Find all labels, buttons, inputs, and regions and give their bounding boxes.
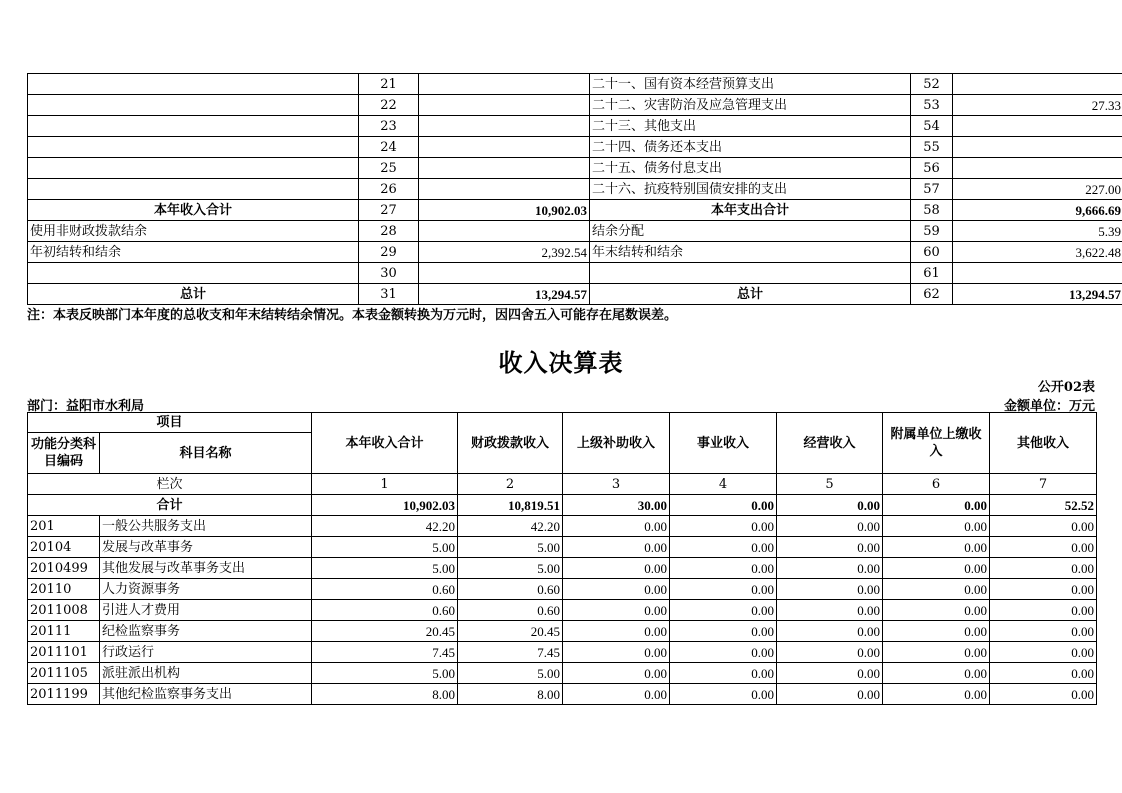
left-item-label: [28, 95, 359, 116]
total-value: 10,819.51: [458, 495, 563, 516]
summary-row: [28, 116, 1122, 137]
subject-code: 2010499: [28, 558, 100, 579]
left-amount: [419, 137, 590, 158]
left-item-label: [28, 74, 359, 95]
total-value: 30.00: [563, 495, 670, 516]
left-row-number: 26: [359, 179, 419, 200]
income-table-body: [28, 413, 1097, 705]
amount-cell: 0.00: [990, 642, 1097, 663]
amount-cell: 7.45: [458, 642, 563, 663]
right-item-label: 本年支出合计: [590, 200, 911, 221]
amount-cell: 0.00: [777, 579, 883, 600]
amount-cell: 0.00: [883, 621, 990, 642]
subject-name: 纪检监察事务: [100, 621, 312, 642]
right-item-label: 年末结转和结余: [590, 242, 911, 263]
amount-cell: 0.00: [777, 684, 883, 705]
table-row: [28, 600, 1097, 621]
subject-code: 2011199: [28, 684, 100, 705]
total-row: [28, 495, 1097, 516]
department-label: 部门：益阳市水利局: [27, 399, 145, 414]
income-table: [27, 412, 1097, 705]
summary-table: [27, 73, 1122, 305]
right-item-label: 结余分配: [590, 221, 911, 242]
right-item-label: 二十四、债务还本支出: [590, 137, 911, 158]
amount-cell: 0.00: [670, 537, 777, 558]
header-row-1: [28, 413, 1097, 433]
amount-cell: 0.00: [990, 558, 1097, 579]
amount-cell: 0.00: [777, 558, 883, 579]
total-value: 0.00: [670, 495, 777, 516]
summary-table-body: [28, 74, 1122, 305]
table-note: 注：本表反映部门本年度的总收支和年末结转结余情况。本表金额转换为万元时，因四舍五入可能存在尾数误差。: [27, 308, 678, 323]
left-item-label: [28, 179, 359, 200]
left-item-label: 本年收入合计: [28, 200, 359, 221]
amount-cell: 0.60: [458, 579, 563, 600]
amount-cell: 7.45: [312, 642, 458, 663]
amount-cell: 0.00: [990, 579, 1097, 600]
amount-cell: 20.45: [312, 621, 458, 642]
right-amount: [953, 74, 1122, 95]
unit-label: 金额单位：万元: [1003, 399, 1095, 414]
header-operating: 经营收入: [777, 413, 883, 474]
amount-cell: 0.00: [883, 600, 990, 621]
amount-cell: 0.00: [563, 579, 670, 600]
right-item-label: 二十二、灾害防治及应急管理支出: [590, 95, 911, 116]
amount-cell: 0.00: [777, 600, 883, 621]
summary-row: [28, 158, 1122, 179]
right-row-number: 62: [911, 284, 953, 305]
column-number: 1: [312, 474, 458, 495]
total-value: 0.00: [777, 495, 883, 516]
amount-cell: 0.00: [777, 663, 883, 684]
right-row-number: 57: [911, 179, 953, 200]
amount-cell: 0.00: [990, 621, 1097, 642]
amount-cell: 0.00: [563, 516, 670, 537]
column-number: 6: [883, 474, 990, 495]
column-number: 2: [458, 474, 563, 495]
right-row-number: 58: [911, 200, 953, 221]
amount-cell: 42.20: [458, 516, 563, 537]
amount-cell: 0.00: [563, 621, 670, 642]
subject-name: 派驻派出机构: [100, 663, 312, 684]
right-row-number: 53: [911, 95, 953, 116]
amount-cell: 0.00: [563, 684, 670, 705]
amount-cell: 0.00: [670, 600, 777, 621]
column-number: 5: [777, 474, 883, 495]
subject-name: 其他发展与改革事务支出: [100, 558, 312, 579]
table-row: [28, 579, 1097, 600]
summary-row: [28, 179, 1122, 200]
amount-cell: 0.00: [883, 579, 990, 600]
right-row-number: 61: [911, 263, 953, 284]
amount-cell: 0.00: [563, 537, 670, 558]
amount-cell: 20.45: [458, 621, 563, 642]
table-row: [28, 621, 1097, 642]
amount-cell: 5.00: [312, 558, 458, 579]
amount-cell: 0.60: [312, 600, 458, 621]
header-project: 项目: [28, 413, 312, 433]
summary-row: [28, 284, 1122, 305]
amount-cell: 0.00: [990, 537, 1097, 558]
left-row-number: 22: [359, 95, 419, 116]
right-row-number: 60: [911, 242, 953, 263]
total-value: 52.52: [990, 495, 1097, 516]
right-row-number: 55: [911, 137, 953, 158]
amount-cell: 5.00: [312, 537, 458, 558]
right-item-label: 二十一、国有资本经营预算支出: [590, 74, 911, 95]
amount-cell: 0.00: [777, 621, 883, 642]
column-number-row: [28, 474, 1097, 495]
right-amount: 227.00: [953, 179, 1122, 200]
left-item-label: 总计: [28, 284, 359, 305]
column-number: 7: [990, 474, 1097, 495]
subject-code: 2011105: [28, 663, 100, 684]
left-row-number: 31: [359, 284, 419, 305]
subject-code: 20111: [28, 621, 100, 642]
amount-cell: 0.00: [883, 558, 990, 579]
subject-code: 20110: [28, 579, 100, 600]
left-row-number: 28: [359, 221, 419, 242]
right-amount: 27.33: [953, 95, 1122, 116]
left-item-label: [28, 263, 359, 284]
right-amount: 5.39: [953, 221, 1122, 242]
table-row: [28, 516, 1097, 537]
amount-cell: 0.00: [883, 642, 990, 663]
left-amount: 10,902.03: [419, 200, 590, 221]
amount-cell: 0.00: [777, 537, 883, 558]
left-amount: [419, 221, 590, 242]
left-item-label: [28, 158, 359, 179]
summary-row: [28, 200, 1122, 221]
left-item-label: 年初结转和结余: [28, 242, 359, 263]
right-item-label: 总计: [590, 284, 911, 305]
header-code: 功能分类科目编码: [28, 433, 100, 474]
subject-code: 2011101: [28, 642, 100, 663]
right-item-label: 二十六、抗疫特别国债安排的支出: [590, 179, 911, 200]
left-amount: [419, 74, 590, 95]
amount-cell: 0.00: [563, 642, 670, 663]
summary-row: [28, 221, 1122, 242]
amount-cell: 0.00: [990, 663, 1097, 684]
left-amount: [419, 116, 590, 137]
left-row-number: 29: [359, 242, 419, 263]
header-fiscal: 财政拨款收入: [458, 413, 563, 474]
right-amount: 13,294.57: [953, 284, 1122, 305]
header-affiliated: 附属单位上缴收入: [883, 413, 990, 474]
amount-cell: 5.00: [458, 537, 563, 558]
left-item-label: 使用非财政拨款结余: [28, 221, 359, 242]
amount-cell: 0.00: [883, 663, 990, 684]
amount-cell: 0.00: [990, 600, 1097, 621]
total-value: 10,902.03: [312, 495, 458, 516]
subject-name: 其他纪检监察事务支出: [100, 684, 312, 705]
header-name: 科目名称: [100, 433, 312, 474]
table-row: [28, 663, 1097, 684]
header-total: 本年收入合计: [312, 413, 458, 474]
summary-row: [28, 74, 1122, 95]
table-row: [28, 558, 1097, 579]
header-business: 事业收入: [670, 413, 777, 474]
amount-cell: 0.00: [563, 663, 670, 684]
right-row-number: 52: [911, 74, 953, 95]
amount-cell: 5.00: [458, 663, 563, 684]
column-number-label: 栏次: [28, 474, 312, 495]
subject-name: 发展与改革事务: [100, 537, 312, 558]
left-row-number: 21: [359, 74, 419, 95]
left-row-number: 30: [359, 263, 419, 284]
amount-cell: 8.00: [458, 684, 563, 705]
amount-cell: 0.00: [563, 558, 670, 579]
table-id: 公开02表: [1037, 380, 1095, 395]
subject-name: 一般公共服务支出: [100, 516, 312, 537]
subject-name: 行政运行: [100, 642, 312, 663]
right-amount: [953, 158, 1122, 179]
amount-cell: 0.00: [883, 516, 990, 537]
amount-cell: 0.00: [670, 516, 777, 537]
page-title: 收入决算表: [498, 348, 624, 377]
left-amount: 13,294.57: [419, 284, 590, 305]
amount-cell: 0.00: [990, 516, 1097, 537]
subject-name: 人力资源事务: [100, 579, 312, 600]
subject-code: 201: [28, 516, 100, 537]
amount-cell: 0.00: [670, 621, 777, 642]
amount-cell: 8.00: [312, 684, 458, 705]
table-row: [28, 684, 1097, 705]
right-row-number: 54: [911, 116, 953, 137]
total-label: 合计: [28, 495, 312, 516]
right-amount: [953, 263, 1122, 284]
right-amount: 3,622.48: [953, 242, 1122, 263]
summary-row: [28, 95, 1122, 116]
amount-cell: 0.00: [670, 558, 777, 579]
column-number: 4: [670, 474, 777, 495]
left-row-number: 25: [359, 158, 419, 179]
amount-cell: 5.00: [312, 663, 458, 684]
amount-cell: 0.00: [670, 663, 777, 684]
table-row: [28, 537, 1097, 558]
right-amount: [953, 116, 1122, 137]
left-row-number: 27: [359, 200, 419, 221]
table-row: [28, 642, 1097, 663]
left-item-label: [28, 137, 359, 158]
amount-cell: 0.00: [670, 642, 777, 663]
left-row-number: 24: [359, 137, 419, 158]
left-amount: 2,392.54: [419, 242, 590, 263]
amount-cell: 0.00: [670, 684, 777, 705]
amount-cell: 0.00: [563, 600, 670, 621]
right-item-label: [590, 263, 911, 284]
amount-cell: 42.20: [312, 516, 458, 537]
summary-row: [28, 242, 1122, 263]
amount-cell: 0.00: [777, 642, 883, 663]
total-value: 0.00: [883, 495, 990, 516]
summary-row: [28, 263, 1122, 284]
left-row-number: 23: [359, 116, 419, 137]
amount-cell: 0.00: [670, 579, 777, 600]
right-amount: 9,666.69: [953, 200, 1122, 221]
left-amount: [419, 95, 590, 116]
summary-row: [28, 137, 1122, 158]
amount-cell: 0.00: [883, 684, 990, 705]
subject-code: 2011008: [28, 600, 100, 621]
subject-code: 20104: [28, 537, 100, 558]
left-item-label: [28, 116, 359, 137]
left-amount: [419, 179, 590, 200]
left-amount: [419, 263, 590, 284]
header-other: 其他收入: [990, 413, 1097, 474]
amount-cell: 0.60: [458, 600, 563, 621]
right-item-label: 二十五、债务付息支出: [590, 158, 911, 179]
amount-cell: 0.00: [883, 537, 990, 558]
right-item-label: 二十三、其他支出: [590, 116, 911, 137]
right-amount: [953, 137, 1122, 158]
amount-cell: 0.00: [990, 684, 1097, 705]
left-amount: [419, 158, 590, 179]
amount-cell: 5.00: [458, 558, 563, 579]
right-row-number: 56: [911, 158, 953, 179]
amount-cell: 0.00: [777, 516, 883, 537]
right-row-number: 59: [911, 221, 953, 242]
header-superior: 上级补助收入: [563, 413, 670, 474]
column-number: 3: [563, 474, 670, 495]
amount-cell: 0.60: [312, 579, 458, 600]
subject-name: 引进人才费用: [100, 600, 312, 621]
